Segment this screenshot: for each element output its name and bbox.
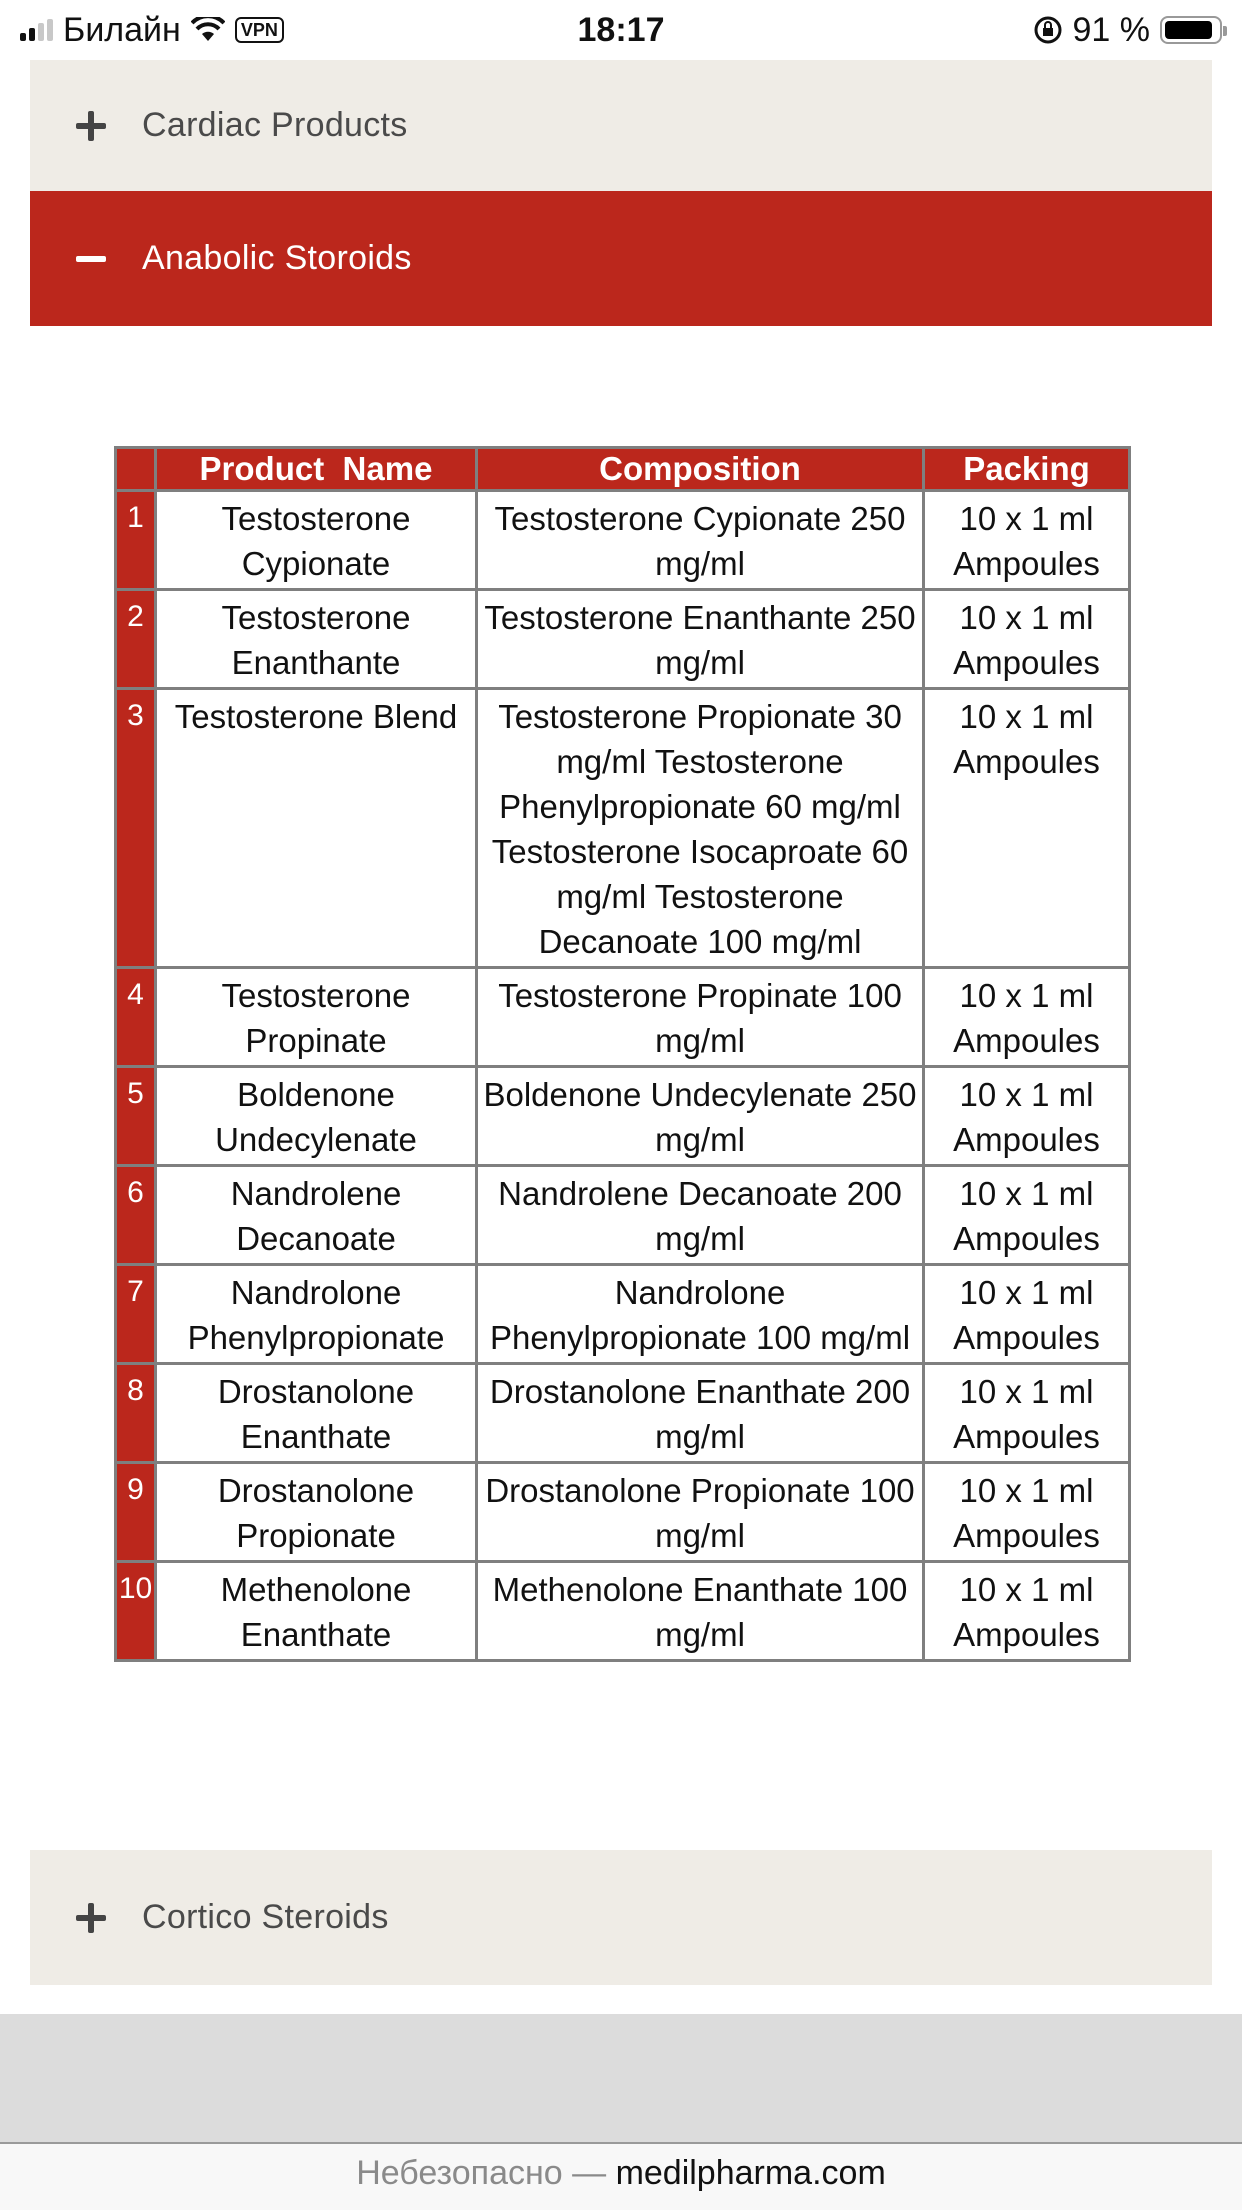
url-domain: medilpharma.com xyxy=(615,2154,886,2192)
accordion-cortico-steroids[interactable] xyxy=(30,1850,1212,1985)
table-row xyxy=(116,1265,1130,1364)
header-packing: Packing xyxy=(924,448,1130,491)
row-number: 1 xyxy=(116,491,156,590)
packing-cell: 10 x 1 ml Ampoules xyxy=(924,1562,1130,1661)
packing-cell: 10 x 1 ml Ampoules xyxy=(924,1463,1130,1562)
table-row xyxy=(116,1067,1130,1166)
product-name-cell: Testosterone Propinate xyxy=(156,968,477,1067)
battery-icon xyxy=(1160,16,1222,44)
accordion-anabolic-steroids[interactable] xyxy=(30,191,1212,326)
header-product-name: Product Name xyxy=(156,448,477,491)
row-number: 6 xyxy=(116,1166,156,1265)
product-name-cell: Nandrolone Phenylpropionate xyxy=(156,1265,477,1364)
packing-cell: 10 x 1 ml Ampoules xyxy=(924,689,1130,968)
packing-cell: 10 x 1 ml Ampoules xyxy=(924,491,1130,590)
table-row xyxy=(116,1463,1130,1562)
row-number: 2 xyxy=(116,590,156,689)
composition-cell: Methenolone Enanthate 100 mg/ml xyxy=(477,1562,924,1661)
accordion-cardiac-products[interactable] xyxy=(30,60,1212,191)
status-right xyxy=(1033,8,1223,52)
composition-cell: Nandrolone Phenylpropionate 100 mg/ml xyxy=(477,1265,924,1364)
product-name-cell: Drostanolone Enanthate xyxy=(156,1364,477,1463)
table-row xyxy=(116,491,1130,590)
vpn-badge: VPN xyxy=(235,17,284,43)
clock: 18:17 xyxy=(577,11,665,49)
minus-icon xyxy=(74,242,108,276)
product-name-cell: Drostanolone Propionate xyxy=(156,1463,477,1562)
composition-cell: Testosterone Enanthante 250 mg/ml xyxy=(477,590,924,689)
table-row xyxy=(116,689,1130,968)
table-row xyxy=(116,1364,1130,1463)
accordion-title: Anabolic Storoids xyxy=(142,239,412,277)
table-row xyxy=(116,968,1130,1067)
header-composition: Composition xyxy=(477,448,924,491)
insecure-label: Небезопасно — xyxy=(356,2154,607,2192)
packing-cell: 10 x 1 ml Ampoules xyxy=(924,590,1130,689)
product-name-cell: Testosterone Blend xyxy=(156,689,477,968)
row-number: 7 xyxy=(116,1265,156,1364)
page-footer xyxy=(0,2014,1242,2142)
product-name-cell: Methenolone Enanthate xyxy=(156,1562,477,1661)
product-name-cell: Testosterone Enanthante xyxy=(156,590,477,689)
packing-cell: 10 x 1 ml Ampoules xyxy=(924,1364,1130,1463)
row-number: 8 xyxy=(116,1364,156,1463)
composition-cell: Drostanolone Enanthate 200 mg/ml xyxy=(477,1364,924,1463)
composition-cell: Drostanolone Propionate 100 mg/ml xyxy=(477,1463,924,1562)
browser-url-bar[interactable] xyxy=(0,2142,1242,2210)
product-name-cell: Testosterone Cypionate xyxy=(156,491,477,590)
row-number: 5 xyxy=(116,1067,156,1166)
packing-cell: 10 x 1 ml Ampoules xyxy=(924,1265,1130,1364)
rotation-lock-icon xyxy=(1033,15,1063,45)
composition-cell: Testosterone Cypionate 250 mg/ml xyxy=(477,491,924,590)
table-header-row xyxy=(116,448,1130,491)
products-table xyxy=(114,446,1131,1662)
packing-cell: 10 x 1 ml Ampoules xyxy=(924,968,1130,1067)
product-name-cell: Nandrolene Decanoate xyxy=(156,1166,477,1265)
table-row xyxy=(116,590,1130,689)
table-row xyxy=(116,1166,1130,1265)
battery-percent: 91 % xyxy=(1072,10,1150,49)
accordion-title: Cortico Steroids xyxy=(142,1898,389,1936)
row-number: 4 xyxy=(116,968,156,1067)
header-index xyxy=(116,448,156,491)
plus-icon xyxy=(74,1901,108,1935)
table-row xyxy=(116,1562,1130,1661)
composition-cell: Nandrolene Decanoate 200 mg/ml xyxy=(477,1166,924,1265)
row-number: 9 xyxy=(116,1463,156,1562)
packing-cell: 10 x 1 ml Ampoules xyxy=(924,1067,1130,1166)
composition-cell: Boldenone Undecylenate 250 mg/ml xyxy=(477,1067,924,1166)
composition-cell: Testosterone Propionate 30 mg/ml Testosterone Phenylpropionate 60 mg/ml Testosterone Isocaproate 60 mg/ml Testosterone Decanoate 100 mg/ml xyxy=(477,689,924,968)
product-name-cell: Boldenone Undecylenate xyxy=(156,1067,477,1166)
row-number: 10 xyxy=(116,1562,156,1661)
carrier-name: Билайн xyxy=(63,10,181,49)
accordion-title: Cardiac Products xyxy=(142,106,408,144)
status-bar xyxy=(0,0,1242,60)
plus-icon xyxy=(74,109,108,143)
row-number: 3 xyxy=(116,689,156,968)
packing-cell: 10 x 1 ml Ampoules xyxy=(924,1166,1130,1265)
composition-cell: Testosterone Propinate 100 mg/ml xyxy=(477,968,924,1067)
